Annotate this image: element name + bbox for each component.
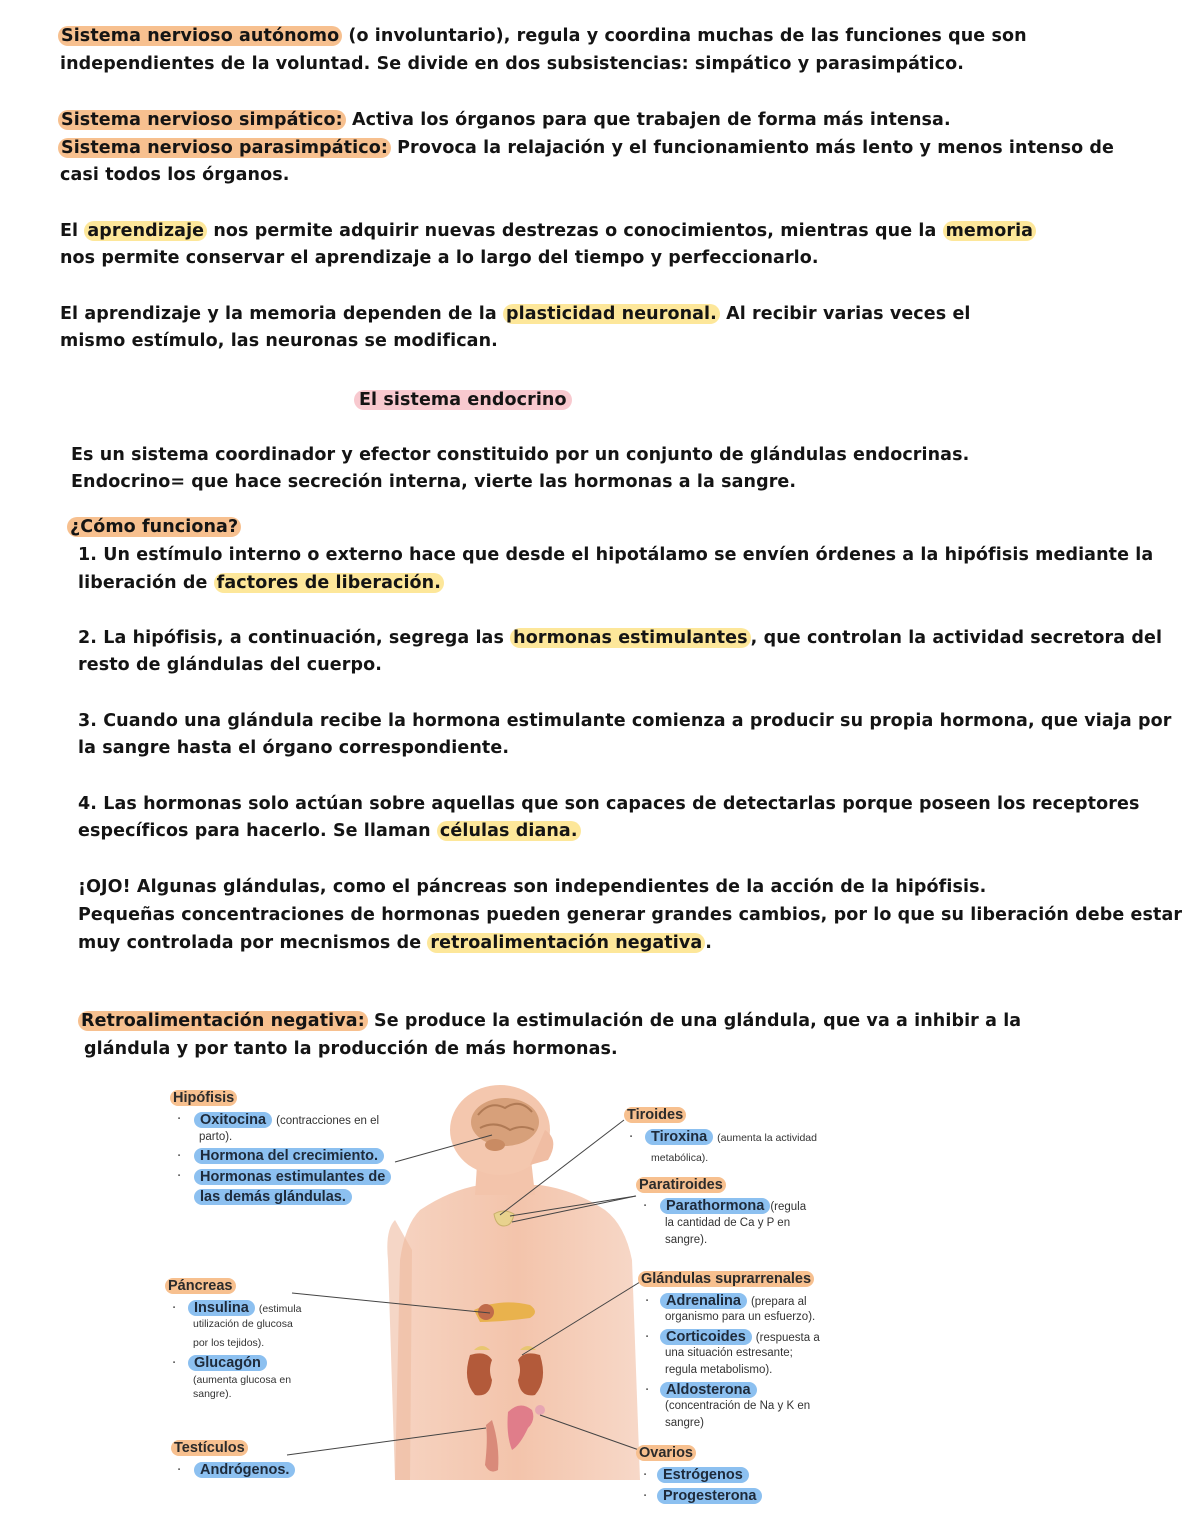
- label-testiculos: Testículos: [171, 1438, 248, 1458]
- intro-line1: Es un sistema coordinador y efector constituido por un conjunto de glándulas endocrinas.: [71, 445, 970, 465]
- desc-parathormona-2: sangre).: [665, 1234, 708, 1246]
- term-release-factors: factores de liberación.: [214, 573, 444, 593]
- paragraph-parasympathetic: Sistema nervioso parasimpático: Provoca la relajación y el funcionamiento más lento y menos intenso de: [58, 134, 1114, 162]
- bullet-icon: ·: [177, 1112, 182, 1127]
- step-3-line2: la sangre hasta el órgano correspondiente.: [78, 738, 510, 758]
- bullet-icon: ·: [177, 1463, 182, 1478]
- term-learning: aprendizaje: [84, 221, 207, 241]
- bullet-icon: ·: [172, 1356, 177, 1371]
- paragraph-learning-line2: nos permite conservar el aprendizaje a lo largo del tiempo y perfeccionarlo.: [60, 248, 819, 268]
- note-line2: Pequeñas concentraciones de hormonas pueden generar grandes cambios, por lo que su liberación debe estar: [78, 905, 1182, 925]
- step-1: 1. Un estímulo interno o externo hace que desde el hipotálamo se envíen órdenes a la hipófisis mediante la: [78, 545, 1154, 565]
- feedback-line2: glándula y por tanto la producción de más hormonas.: [84, 1039, 618, 1059]
- desc-glucagon: (aumenta glucosa en: [193, 1374, 292, 1386]
- intro-line2: Endocrino= que hace secreción interna, vierte las hormonas a la sangre.: [71, 472, 797, 492]
- step-2-line2: resto de glándulas del cuerpo.: [78, 655, 382, 675]
- label-hipofisis: Hipófisis: [170, 1088, 237, 1108]
- step-4: 4. Las hormonas solo actúan sobre aquellas que son capaces de detectarlas porque poseen los receptores: [78, 794, 1140, 814]
- term-feedback: Retroalimentación negativa:: [78, 1011, 368, 1031]
- term-negative-feedback: retroalimentación negativa: [427, 933, 705, 953]
- bullet-icon: ·: [645, 1294, 650, 1309]
- term-target-cells: células diana.: [437, 821, 581, 841]
- step-4-line2: específicos para hacerlo. Se llaman células diana.: [78, 817, 581, 845]
- desc-tiroxina: metabólica).: [651, 1152, 709, 1164]
- paragraph-autonomic: Sistema nervioso autónomo (o involuntario), regula y coordina muchas de las funciones que son: [58, 22, 1027, 50]
- desc-glucagon-2: sangre).: [193, 1388, 232, 1400]
- label-tiroides: Tiroides: [624, 1105, 686, 1125]
- step-3: 3. Cuando una glándula recibe la hormona estimulante comienza a producir su propia hormona, que viaja por: [78, 711, 1172, 731]
- hormone-glucagon: Glucagón: [188, 1353, 267, 1373]
- desc-corticoides-2: regula metabolismo).: [665, 1364, 773, 1376]
- term-sympathetic: Sistema nervioso simpático:: [58, 110, 346, 130]
- note-line1: ¡OJO! Algunas glándulas, como el páncreas son independientes de la acción de la hipófisis.: [78, 877, 987, 897]
- bullet-icon: ·: [177, 1149, 182, 1164]
- section-heading: El sistema endocrino: [354, 386, 572, 414]
- hormone-oxitocina: Oxitocina (contracciones en el: [194, 1110, 379, 1130]
- hormone-tiroxina: Tiroxina (aumenta la actividad: [645, 1127, 817, 1147]
- bullet-icon: ·: [643, 1489, 648, 1504]
- hormone-androgenos: Andrógenos.: [194, 1460, 295, 1480]
- note-line3: muy controlada por mecnismos de retroalimentación negativa .: [78, 933, 712, 953]
- bullet-icon: ·: [177, 1169, 182, 1184]
- hormone-insulina: Insulina (estimula: [188, 1298, 301, 1318]
- paragraph-sympathetic: Sistema nervioso simpático: Activa los órganos para que trabajen de forma más intensa.: [58, 106, 951, 134]
- label-suprarrenales: Glándulas suprarrenales: [638, 1269, 814, 1289]
- hormone-estrogenos: Estrógenos: [657, 1465, 749, 1485]
- hormone-estimulantes-line2: las demás glándulas.: [194, 1187, 352, 1207]
- hormone-adrenalina: Adrenalina (prepara al: [660, 1291, 807, 1311]
- paragraph-plasticity-line2: mismo estímulo, las neuronas se modifican.: [60, 331, 498, 351]
- term-parasympathetic: Sistema nervioso parasimpático:: [58, 138, 391, 158]
- hormone-progesterona: Progesterona: [657, 1486, 762, 1506]
- desc-oxitocina: parto).: [199, 1131, 233, 1143]
- paragraph-plasticity: El aprendizaje y la memoria dependen de la plasticidad neuronal. Al recibir varias veces el: [60, 304, 971, 324]
- bullet-icon: ·: [645, 1330, 650, 1345]
- bullet-icon: ·: [643, 1468, 648, 1483]
- bullet-icon: ·: [629, 1130, 634, 1145]
- paragraph-learning: El aprendizaje nos permite adquirir nuevas destrezas o conocimientos, mientras que la memoria: [60, 217, 1036, 245]
- label-ovarios: Ovarios: [636, 1443, 696, 1463]
- desc-corticoides: una situación estresante;: [665, 1347, 793, 1359]
- bullet-icon: ·: [645, 1383, 650, 1398]
- hormone-corticoides: Corticoides (respuesta a: [660, 1327, 820, 1347]
- term-memory: memoria: [943, 221, 1037, 241]
- desc-insulina-2: por los tejidos).: [193, 1337, 265, 1349]
- hormone-estimulantes: Hormonas estimulantes de: [194, 1167, 391, 1187]
- term-autonomic: Sistema nervioso autónomo: [58, 26, 342, 46]
- desc-adrenalina: organismo para un esfuerzo).: [665, 1311, 816, 1323]
- label-pancreas: Páncreas: [165, 1276, 236, 1296]
- paragraph-parasympathetic-line3: casi todos los órganos.: [60, 165, 290, 185]
- paragraph-autonomic-line2: independientes de la voluntad. Se divide en dos subsistencias: simpático y parasimpático.: [60, 54, 964, 74]
- step-2: 2. La hipófisis, a continuación, segrega las hormonas estimulantes , que controlan la actividad secretora del: [78, 628, 1163, 648]
- desc-aldosterona-2: sangre): [665, 1417, 704, 1429]
- how-title: ¿Cómo funciona?: [67, 513, 241, 541]
- label-paratiroides: Paratiroides: [636, 1175, 726, 1195]
- bullet-icon: ·: [172, 1301, 177, 1316]
- term-plasticity: plasticidad neuronal.: [503, 304, 720, 324]
- feedback-definition: Retroalimentación negativa: Se produce la estimulación de una glándula, que va a inhibir a la: [78, 1007, 1021, 1035]
- desc-aldosterona: (concentración de Na y K en: [665, 1400, 811, 1412]
- hormone-crecimiento: Hormona del crecimiento.: [194, 1146, 384, 1166]
- desc-parathormona: la cantidad de Ca y P en: [665, 1217, 791, 1229]
- hormone-parathormona: Parathormona (regula: [660, 1196, 806, 1216]
- bullet-icon: ·: [643, 1199, 648, 1214]
- desc-insulina: utilización de glucosa: [193, 1318, 293, 1330]
- hormone-aldosterona: Aldosterona: [660, 1380, 757, 1400]
- term-stimulating-hormones: hormonas estimulantes: [510, 628, 751, 648]
- step-1-line2: liberación de factores de liberación.: [78, 569, 444, 597]
